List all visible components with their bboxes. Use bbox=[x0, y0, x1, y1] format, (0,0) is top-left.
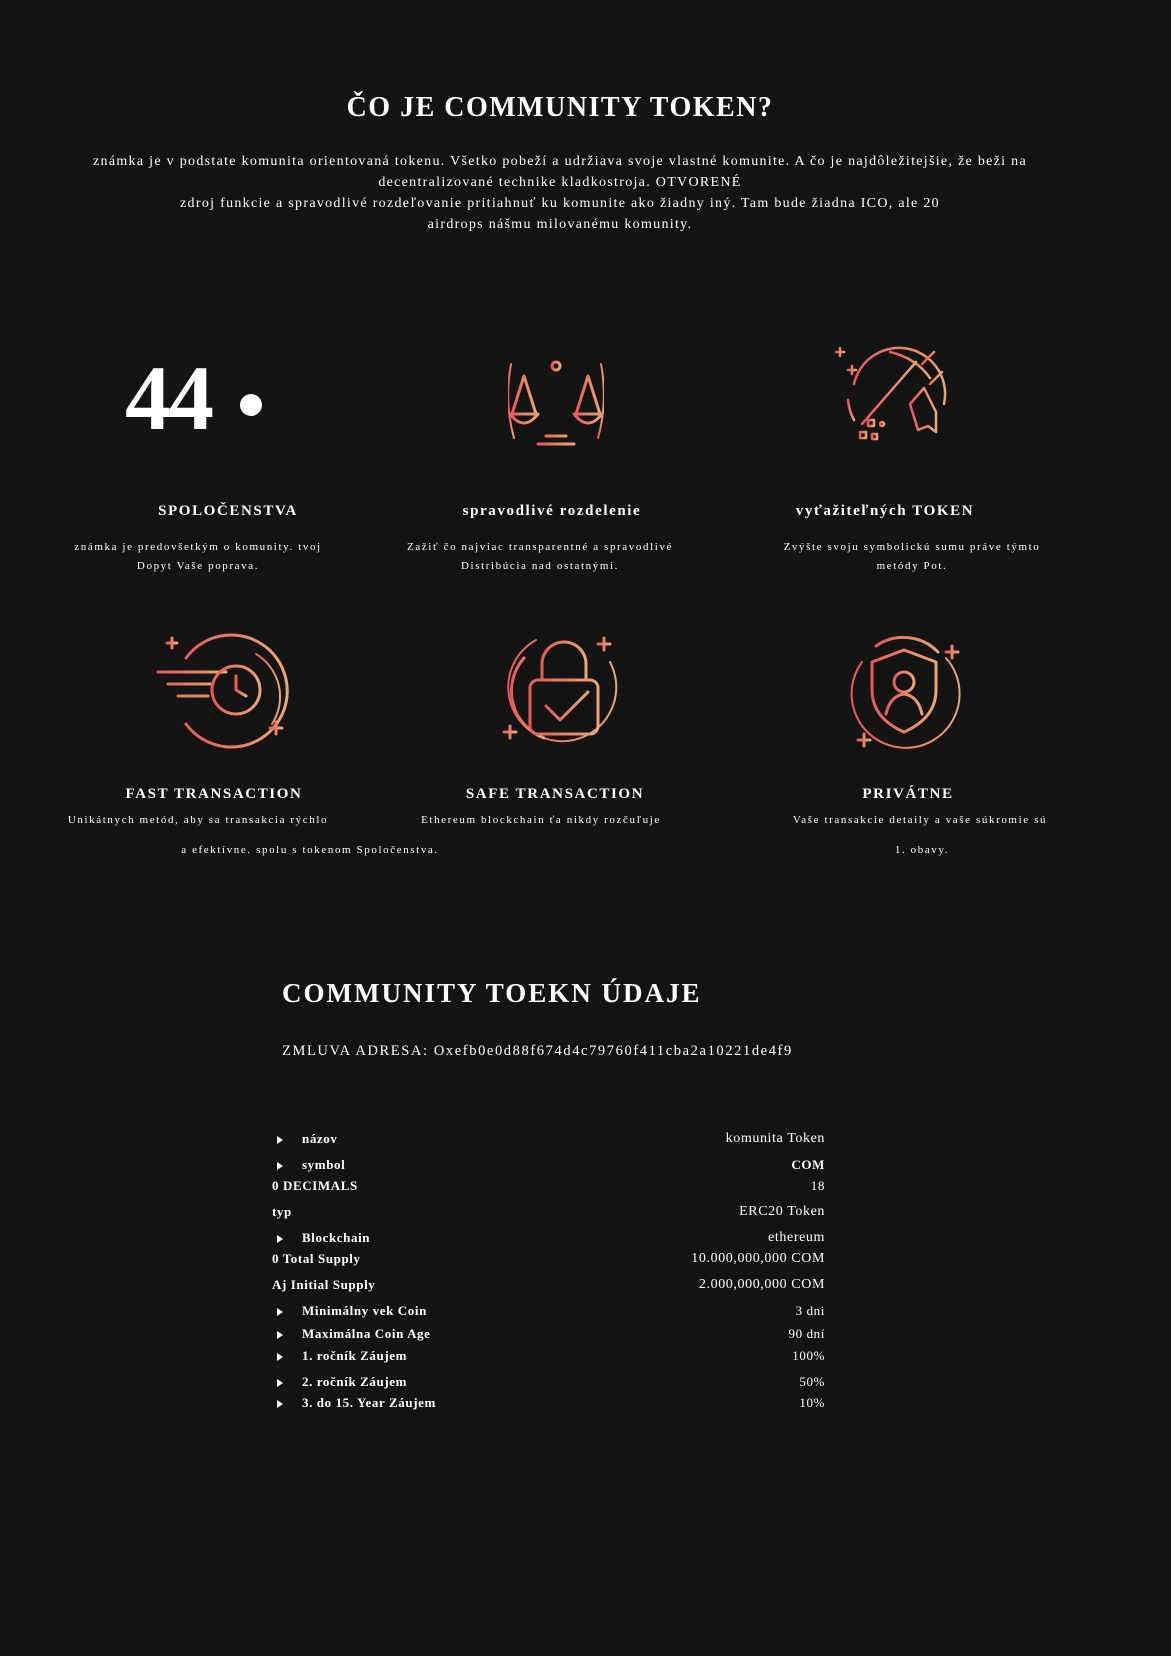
caret-right-icon bbox=[277, 1379, 283, 1387]
row-label: Blockchain bbox=[302, 1230, 371, 1245]
caret-right-icon bbox=[277, 1308, 283, 1316]
shield-user-icon bbox=[842, 628, 966, 752]
row-label: 1. ročník Záujem bbox=[302, 1348, 408, 1363]
feature-desc: Unikátnych metód, aby sa transakcia rýchlo bbox=[67, 814, 329, 826]
row-label: Maximálna Coin Age bbox=[302, 1326, 431, 1341]
row-value: 3 dni bbox=[795, 1303, 825, 1318]
row-value: ethereum bbox=[768, 1230, 825, 1245]
pickaxe-icon bbox=[832, 344, 954, 460]
feature-desc-line: známka je predovšetkým o komunity. tvoj bbox=[74, 541, 322, 553]
row-value: COM bbox=[791, 1157, 825, 1172]
feature-desc-line: Distribúcia nad ostatnými. bbox=[461, 560, 619, 572]
row-label: Aj Initial Supply bbox=[272, 1277, 376, 1292]
data-row-initial-supply bbox=[272, 1277, 825, 1297]
feature-title: spravodlivé rozdelenie bbox=[462, 503, 642, 519]
intro-line: decentralizované technike kladkostroja. OTVORENÉ bbox=[378, 175, 742, 190]
feature-desc-line: metódy Pot. bbox=[876, 560, 948, 572]
feature-desc-line: Dopyt Vaše poprava. bbox=[136, 560, 260, 572]
row-value: ERC20 Token bbox=[739, 1204, 825, 1219]
contract-address: ZMLUVA ADRESA: Oxefb0e0d88f674d4c79760f411cba2a10221de4f9 bbox=[282, 1043, 793, 1059]
data-row-blockchain[interactable] bbox=[272, 1230, 825, 1250]
row-value: 10.000,000,000 COM bbox=[691, 1251, 825, 1266]
row-value: 100% bbox=[792, 1348, 825, 1363]
row-label: 2. ročník Záujem bbox=[302, 1374, 408, 1389]
data-section-title: COMMUNITY TOEKN ÚDAJE bbox=[282, 978, 702, 1008]
data-row-year1-interest[interactable] bbox=[272, 1348, 825, 1368]
row-value: 90 dní bbox=[788, 1326, 825, 1341]
caret-right-icon bbox=[277, 1353, 283, 1361]
feature-desc bbox=[390, 538, 690, 576]
community-44-logo: 44 bbox=[125, 347, 211, 449]
page-title: ČO JE COMMUNITY TOKEN? bbox=[346, 92, 774, 123]
padlock-check-icon bbox=[500, 628, 630, 752]
data-row-year2-interest[interactable] bbox=[272, 1374, 825, 1394]
row-label: symbol bbox=[302, 1157, 346, 1172]
feature-desc: Ethereum blockchain ťa nikdy rozčuľuje bbox=[421, 814, 661, 826]
feature-desc-line: Zažiť čo najviac transparentné a spravodlivé bbox=[407, 541, 673, 553]
data-row-min-coin-age[interactable] bbox=[272, 1303, 825, 1323]
data-row-total-supply bbox=[272, 1251, 825, 1271]
caret-right-icon bbox=[277, 1235, 283, 1243]
row-value: komunita Token bbox=[725, 1131, 825, 1146]
feature-desc: a efektívne. spolu s tokenom Spoločenstva. bbox=[181, 844, 439, 856]
feature-title: SPOLOČENSTVA bbox=[158, 503, 298, 519]
scales-icon bbox=[508, 358, 604, 454]
caret-right-icon bbox=[277, 1331, 283, 1339]
row-label: typ bbox=[272, 1204, 292, 1219]
feature-desc bbox=[48, 538, 348, 576]
feature-desc: 1. obavy. bbox=[894, 844, 950, 856]
row-label: 0 Total Supply bbox=[272, 1251, 361, 1266]
row-value: 10% bbox=[799, 1395, 825, 1410]
data-row-decimals bbox=[272, 1178, 825, 1198]
intro-line: známka je v podstate komunita orientovaná tokenu. Všetko pobeží a udržiava svoje vlastné komunite. A čo je najdôležitejšie, že beži na bbox=[93, 154, 1027, 169]
data-row-symbol[interactable] bbox=[272, 1157, 825, 1177]
caret-right-icon bbox=[277, 1136, 283, 1144]
row-label: 3. do 15. Year Záujem bbox=[302, 1395, 436, 1410]
fast-clock-icon bbox=[156, 632, 292, 750]
feature-desc-line: Zvýšte svoju symbolickú sumu práve týmto bbox=[783, 541, 1041, 553]
data-row-max-coin-age[interactable] bbox=[272, 1326, 825, 1346]
feature-title: FAST TRANSACTION bbox=[125, 786, 303, 802]
feature-title: vyťažiteľných TOKEN bbox=[795, 503, 975, 519]
row-label: Minimálny vek Coin bbox=[302, 1303, 427, 1318]
caret-right-icon bbox=[277, 1162, 283, 1170]
row-value: 50% bbox=[799, 1374, 825, 1389]
data-row-type bbox=[272, 1204, 825, 1224]
intro-line: airdrops nášmu milovanému komunity. bbox=[427, 217, 693, 232]
intro-line: zdroj funkcie a spravodlivé rozdeľovanie pritiahnuť ku komunite ako žiadny iný. Tam bude žiadna ICO, ale 20 bbox=[180, 196, 940, 211]
row-label: názov bbox=[302, 1131, 338, 1146]
data-row-year3-15-interest[interactable] bbox=[272, 1395, 825, 1415]
row-value: 18 bbox=[810, 1178, 825, 1193]
feature-desc bbox=[762, 538, 1062, 576]
feature-desc: Vaše transakcie detaily a vaše súkromie sú bbox=[792, 814, 1048, 826]
logo-dot bbox=[240, 394, 262, 416]
data-row-name[interactable] bbox=[272, 1131, 825, 1151]
row-value: 2.000,000,000 COM bbox=[698, 1277, 825, 1292]
feature-title: SAFE TRANSACTION bbox=[465, 786, 645, 802]
intro-paragraph bbox=[60, 151, 1060, 235]
feature-title: PRIVÁTNE bbox=[862, 786, 954, 802]
caret-right-icon bbox=[277, 1400, 283, 1408]
row-label: 0 DECIMALS bbox=[272, 1178, 358, 1193]
